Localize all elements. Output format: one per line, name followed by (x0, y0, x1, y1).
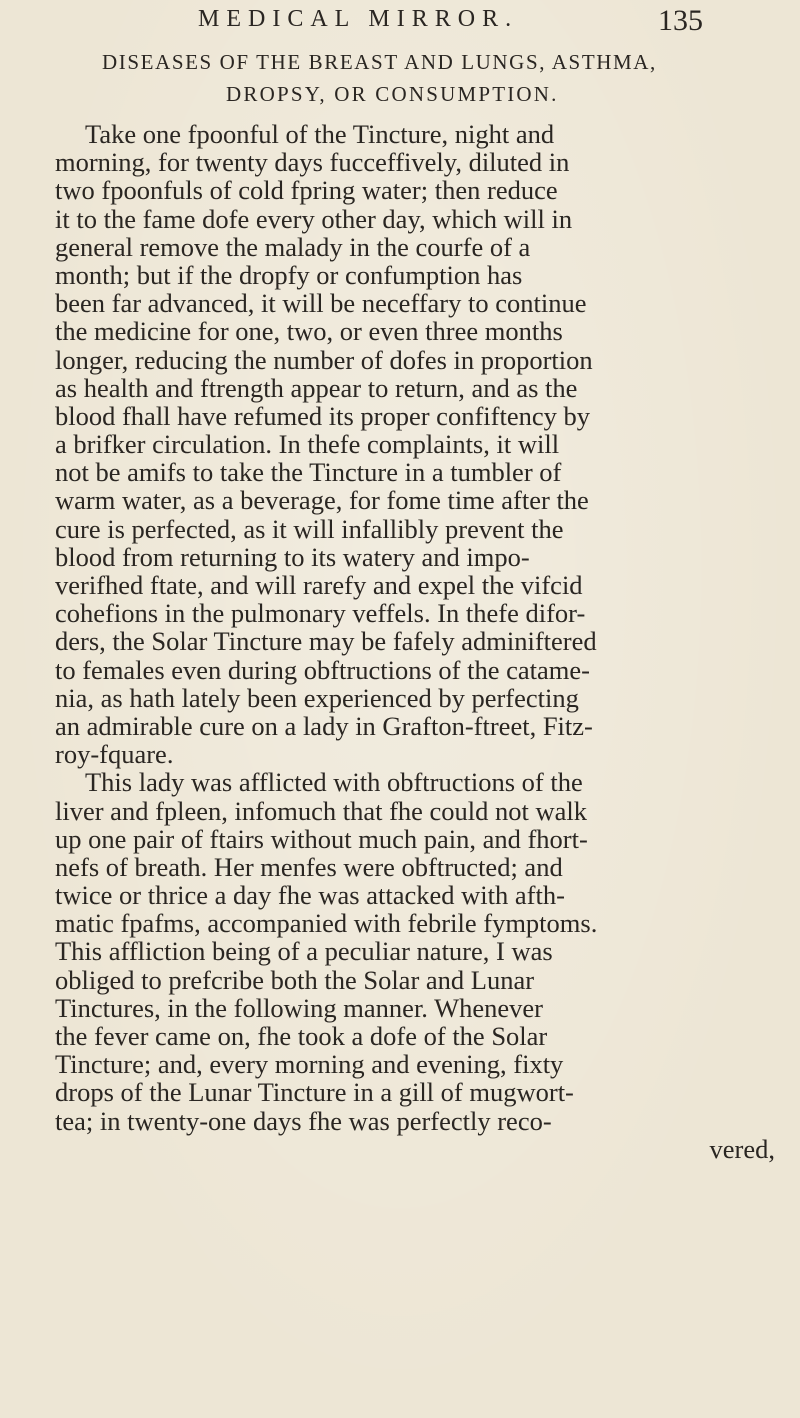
text-line: liver and fpleen, infomuch that fhe could not walk (55, 795, 588, 826)
text-line: two fpoonfuls of cold fpring water; then reduce (55, 175, 558, 206)
text-line: cure is perfected, as it will infallibly prevent the (55, 513, 564, 544)
text-line: month; but if the dropfy or confumption has (55, 259, 523, 290)
text-line: roy-fquare. (55, 739, 174, 770)
text-line: Take one fpoonful of the Tincture, night and (85, 119, 555, 149)
text-line: longer, reducing the number of dofes in proportion (55, 344, 593, 375)
text-line: verifhed ftate, and will rarefy and expel the vifcid (55, 570, 583, 600)
text-line: warm water, as a beverage, for fome time after the (55, 485, 589, 516)
text-line: it to the fame dofe every other day, which will in (55, 203, 573, 234)
text-line: This lady was afflicted with obftructions of the (85, 767, 583, 798)
text-line: a brifker circulation. In thefe complaints, it will (55, 429, 560, 460)
text-line: been far advanced, it will be neceffary to continue (55, 288, 587, 319)
page-number: 135 (658, 4, 703, 37)
text-line: cohefions in the pulmonary veffels. In thefe difor- (55, 598, 586, 629)
section-heading-line-1: DISEASES OF THE BREAST AND LUNGS, ASTHMA, (102, 50, 657, 74)
text-line: blood from returning to its watery and impo- (55, 541, 530, 572)
text-line: ders, the Solar Tincture may be fafely adminiftered (55, 626, 597, 657)
text-line: twice or thrice a day fhe was attacked with afth- (55, 880, 565, 911)
text-line: matic fpafms, accompanied with febrile fymptoms. (55, 908, 598, 939)
body-text (55, 120, 775, 1163)
text-line: obliged to prefcribe both the Solar and Lunar (55, 964, 535, 995)
text-line: not be amifs to take the Tincture in a tumbler of (55, 457, 562, 488)
text-line: as health and ftrength appear to return, and as the (55, 372, 578, 403)
text-line: blood fhall have refumed its proper confiftency by (55, 400, 590, 431)
running-head-title: MEDICAL MIRROR. (198, 6, 519, 32)
text-line: Tinctures, in the following manner. Whenever (55, 992, 543, 1023)
text-line: up one pair of ftairs without much pain, and fhort- (55, 823, 588, 854)
running-head (0, 4, 800, 38)
text-line: the fever came on, fhe took a dofe of the Solar (55, 1021, 548, 1051)
text-line: tea; in twenty-one days fhe was perfectly reco- (55, 1105, 552, 1136)
text-line-catchword: vered, (709, 1133, 775, 1164)
text-line: the medicine for one, two, or even three months (55, 316, 563, 347)
text-line: morning, for twenty days fucceffively, diluted in (55, 147, 570, 178)
text-line: general remove the malady in the courfe of a (55, 231, 531, 262)
text-line: nefs of breath. Her menfes were obftructed; and (55, 851, 563, 882)
text-line: an admirable cure on a lady in Grafton-ftreet, Fitz- (55, 710, 593, 741)
text-line: This affliction being of a peculiar nature, I was (55, 936, 553, 967)
text-line: drops of the Lunar Tincture in a gill of mugwort- (55, 1077, 574, 1108)
text-line: nia, as hath lately been experienced by perfecting (55, 682, 579, 713)
text-line: Tincture; and, every morning and evening, fixty (55, 1049, 564, 1080)
section-heading-line-2: DROPSY, OR CONSUMPTION. (226, 82, 559, 106)
text-line: to females even during obftructions of the catame- (55, 654, 590, 685)
